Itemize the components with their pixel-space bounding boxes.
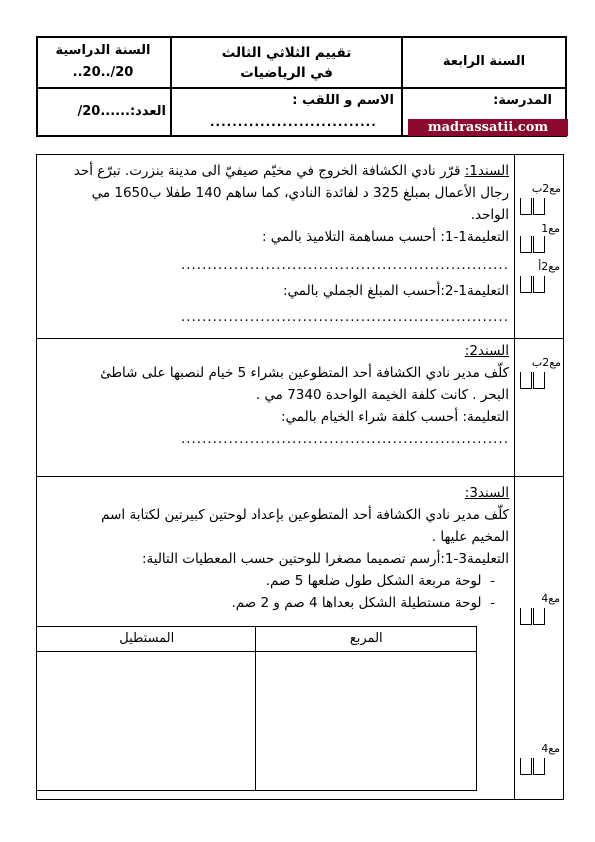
section2-q-label: التعليمة: [462,409,509,425]
school-label: المدرسة: [493,93,552,108]
section2-marker-box[interactable] [520,372,532,389]
section1-marker-c-box[interactable] [520,276,532,293]
section1-marker-a: مع2ب [531,182,561,195]
section1-q1-answer[interactable]: .............................................................. [180,257,509,273]
drawing-table [36,626,477,791]
section1-marker-c-box-2[interactable] [533,276,545,293]
section3-marker-top-box[interactable] [520,608,532,625]
section-divider-1 [36,338,564,339]
section2-marker-box-2[interactable] [533,372,545,389]
section-1 [69,160,509,328]
section2-answer[interactable]: .............................................................. [180,431,509,447]
section-divider-2 [36,476,564,477]
section1-marker-c: مع2أ [538,260,560,273]
section-2 [69,340,509,450]
square-column-header: المربع [257,627,477,652]
section2-marker: مع2ب [531,356,561,369]
section3-marker-top: مع4 [541,592,560,605]
section2-q-text: أحسب كلفة شراء الخيام بالمي: [281,409,459,425]
school-year-label: السنة الدراسية [55,43,151,58]
section3-bullet-2: لوحة مستطيلة الشكل بعداها 4 صم و 2 صم. [231,595,482,611]
exam-subject: في الرياضيات [240,65,333,81]
section1-q1-label: التعليمة1-1: [440,229,509,245]
section1-marker-b: مع1 [541,222,560,235]
section1-marker-a-box-2[interactable] [533,198,545,215]
section3-q-label: التعليمة3-1: [440,551,509,567]
section1-marker-b-box[interactable] [520,236,532,253]
section1-q2-answer[interactable]: .............................................................. [180,309,509,325]
drawing-table-divider [255,626,256,791]
score-label: العدد:...... [100,104,166,119]
name-field[interactable]: .............................. [210,115,377,129]
name-label: الاسم و اللقب : [292,93,394,108]
section2-prompt-label: السند2: [464,343,509,359]
section3-marker-bottom-box-2[interactable] [533,758,545,775]
section3-marker-bottom: مع4 [541,742,560,755]
school-year-value: ..20../20 [72,65,134,80]
header-col-divider-right [401,36,403,137]
rectangle-column[interactable] [37,627,257,790]
section1-q1-text: أحسب مساهمة التلاميذ بالمي : [261,229,437,245]
section3-q-text: أرسم تصميما مصغرا للوحتين حسب المعطيات التالية: [141,551,441,567]
section3-marker-bottom-box[interactable] [520,758,532,775]
section1-q2-label: التعليمة1-2: [440,283,509,299]
grade-level: السنة الرابعة [442,54,526,69]
score-field[interactable] [44,104,166,119]
section3-bullet-1: لوحة مربعة الشكل طول ضلعها 5 صم. [265,573,482,589]
section3-prompt-text: كلّف مدير نادي الكشافة أحد المتطوعين بإعداد لوحتين كبيرتين لكتابة اسم المخيم عليها . [101,507,509,545]
marker-column-divider [514,154,515,800]
exam-title: تقييم الثلاثي الثالث [221,45,352,61]
section-3: السند3: كلّف مدير نادي الكشافة أحد المتطوعين بإعداد لوحتين كبيرتين لكتابة اسم المخيم عليها . التعليمة3-1:أرسم تصميما مصغرا للوحتين حسب المعطيات التالية: - لوحة مربعة الشكل طول ضلعها 5 صم. - لوحة مستطيلة الشكل بعداها 4 صم و 2 صم. [69,482,509,614]
section1-prompt-text: قرّر نادي الكشافة الخروج في مخيّم صيفيّ الى مدينة بنزرت. تبرّع أحد رجال الأعمال بمبلغ 325 د لفائدة النادي، كما ساهم 140 طفلا ب1650 مي الواحد. [73,163,509,223]
section1-prompt-label: السند1: [464,163,509,179]
section1-q2-text: أحسب المبلغ الجملي بالمي: [282,283,441,299]
rectangle-column-header: المستطيل [37,627,257,652]
section3-marker-top-box-2[interactable] [533,608,545,625]
section3-prompt-label: السند3: [464,485,509,501]
score-total: 20/ [77,104,101,119]
section2-prompt-text: كلّف مدير نادي الكشافة أحد المتطوعين بشراء 5 خيام لنصبها على شاطئ البحر . كانت كلفة الخيمة الواحدة 7340 مي . [100,365,509,403]
header-divider [36,87,567,89]
site-logo: madrassatii.com [408,119,568,136]
section1-marker-a-box[interactable] [520,198,532,215]
section1-marker-b-box-2[interactable] [533,236,545,253]
square-column[interactable] [257,627,477,790]
